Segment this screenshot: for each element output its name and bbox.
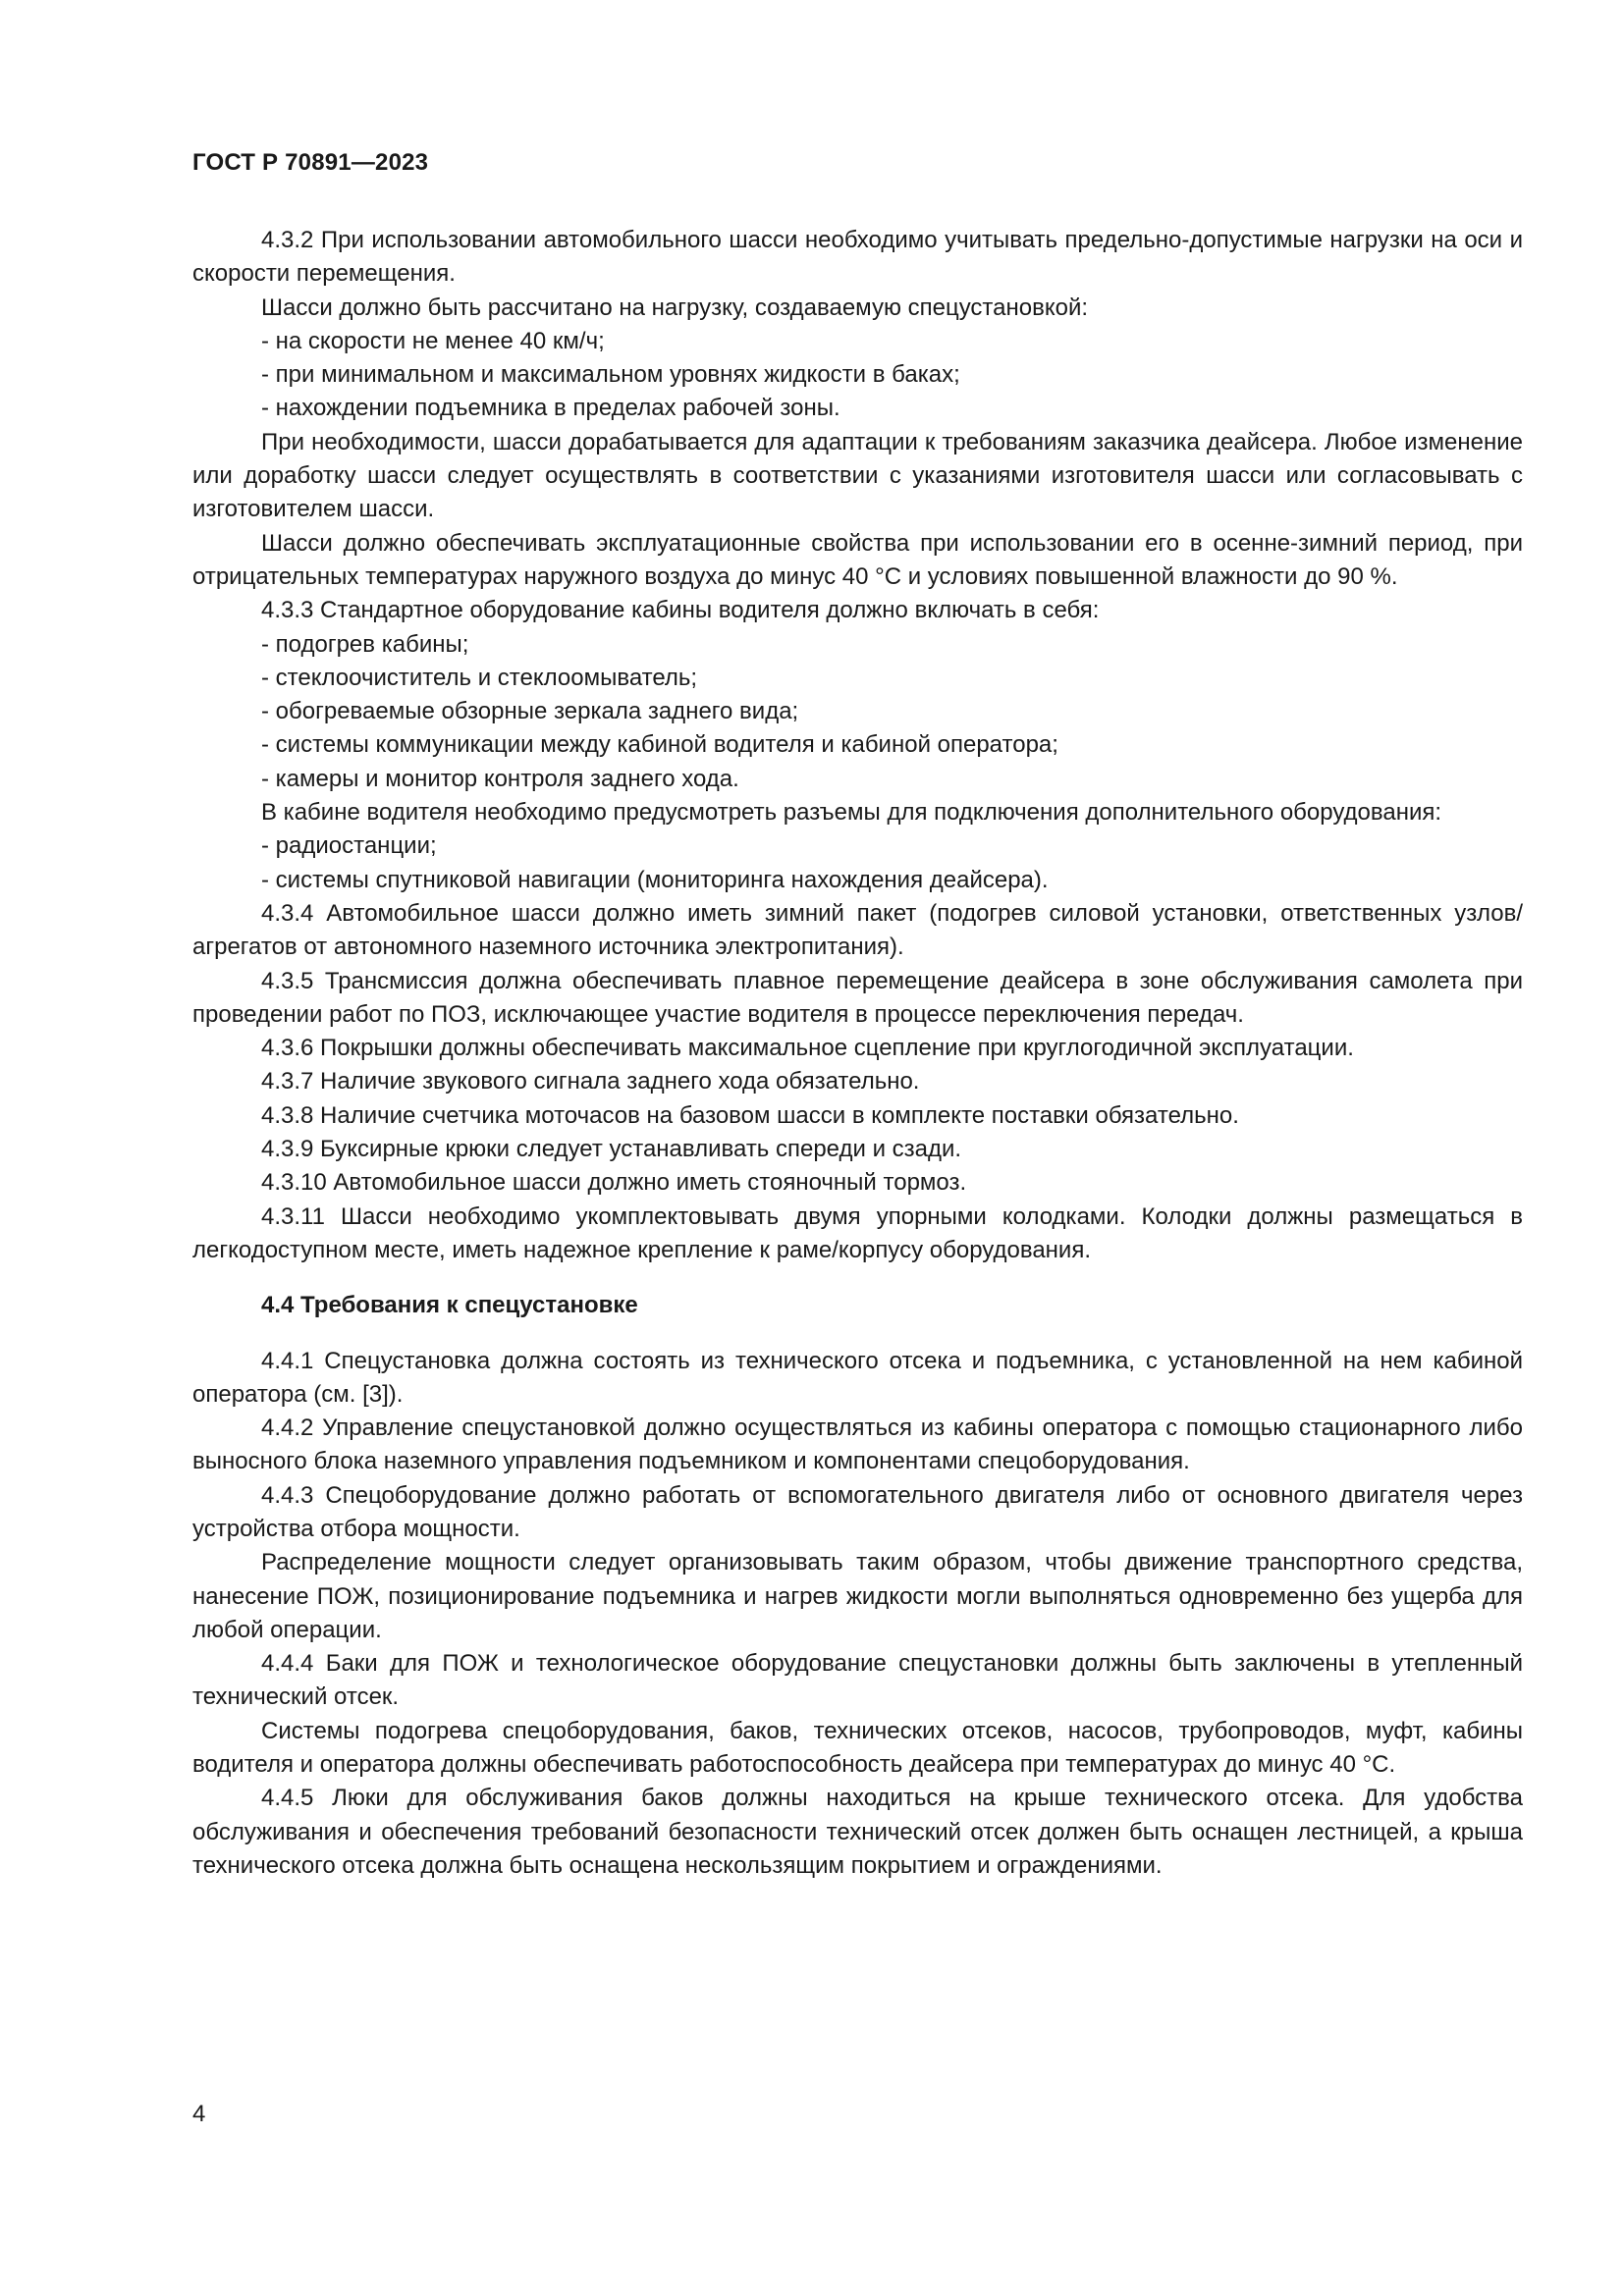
paragraph: При необходимости, шасси дорабатывается для адаптации к требованиям заказчика деайсера. Любое изменение или доработку шасси следует осуществлять в соответствии с указаниями изготовителя шасси или согласовывать с изготовителем шасси. [192,428,1523,523]
paragraph: 4.4.4 Баки для ПОЖ и технологическое оборудование спецустановки должны быть заключены в утепленный технический отсек. [192,1650,1523,1711]
paragraph: 4.4.5 Люки для обслуживания баков должны находиться на крыше технического отсека. Для удобства обслуживания и обеспечения требований безопасности технический отсек должен быть оснащен лестницей, а крыша технического отсека должна быть оснащена нескользящим покрытием и ограждениями. [192,1785,1523,1879]
document-header: ГОСТ Р 70891—2023 [192,149,429,176]
document-body [192,224,1523,1883]
list-item: - подогрев кабины; [261,630,469,658]
paragraph: 4.3.4 Автомобильное шасси должно иметь зимний пакет (подогрев силовой установки, ответственных узлов/агрегатов от автономного наземного источника электропитания). [192,899,1523,961]
paragraph: 4.3.5 Трансмиссия должна обеспечивать плавное перемещение деайсера в зоне обслуживания самолета при проведении работ по ПОЗ, исключающее участие водителя в процессе переключения передач. [192,967,1523,1028]
paragraph: В кабине водителя необходимо предусмотреть разъемы для подключения дополнительного оборудования: [261,799,1442,827]
paragraph: 4.4.3 Спецоборудование должно работать от вспомогательного двигателя либо от основного двигателя через устройства отбора мощности. [192,1481,1523,1542]
list-item: - при минимальном и максимальном уровнях жидкости в баках; [261,361,960,389]
paragraph: 4.4.2 Управление спецустановкой должно осуществляться из кабины оператора с помощью стационарного либо выносного блока наземного управления подъемником и компонентами спецоборудования. [192,1415,1523,1475]
list-item: - на скорости не менее 40 км/ч; [261,327,605,354]
list-item: - системы коммуникации между кабиной водителя и кабиной оператора; [261,731,1058,759]
paragraph: 4.3.10 Автомобильное шасси должно иметь стояночный тормоз. [261,1169,967,1197]
section-4-3 [192,224,1523,1267]
paragraph: Шасси должно быть рассчитано на нагрузку, создаваемую спецустановкой: [261,294,1089,321]
paragraph: Распределение мощности следует организовывать таким образом, чтобы движение транспортного средства, нанесение ПОЖ, позиционирование подъемника и нагрев жидкости могли выполняться одновременно без ущерба для любой операции. [192,1549,1523,1643]
paragraph: 4.3.2 При использовании автомобильного шасси необходимо учитывать предельно-допустимые нагрузки на оси и скорости перемещения. [192,227,1523,288]
paragraph: 4.3.3 Стандартное оборудование кабины водителя должно включать в себя: [261,597,1100,624]
list-item: - радиостанции; [261,832,437,860]
paragraph: 4.3.9 Буксирные крюки следует устанавливать спереди и сзади. [261,1136,962,1163]
list-item: - стеклоочиститель и стеклоомыватель; [261,664,698,691]
paragraph: 4.3.7 Наличие звукового сигнала заднего хода обязательно. [261,1068,920,1095]
paragraph: Шасси должно обеспечивать эксплуатационные свойства при использовании его в осенне-зимний период, при отрицательных температурах наружного воздуха до минус 40 °С и условиях повышенной влажности до 90 %. [192,529,1523,590]
paragraph: 4.4.1 Спецустановка должна состоять из технического отсека и подъемника, с установленной на нем кабиной оператора (см. [3]). [192,1347,1523,1408]
list-item: - системы спутниковой навигации (мониторинга нахождения деайсера). [261,866,1049,893]
list-item: - нахождении подъемника в пределах рабочей зоны. [261,395,840,422]
section-gap [192,1323,1523,1345]
section-4-4 [192,1345,1523,1884]
list-item: - камеры и монитор контроля заднего хода. [261,765,739,792]
paragraph: 4.3.6 Покрышки должны обеспечивать максимальное сцепление при круглогодичной эксплуатации. [261,1035,1354,1062]
paragraph: Системы подогрева спецоборудования, баков, технических отсеков, насосов, трубопроводов, муфт, кабины водителя и оператора должны обеспечивать работоспособность деайсера при температурах до минус 40 °С. [192,1717,1523,1779]
list-item: - обогреваемые обзорные зеркала заднего вида; [261,698,799,725]
page-number: 4 [192,2101,206,2127]
paragraph: 4.3.8 Наличие счетчика моточасов на базовом шасси в комплекте поставки обязательно. [261,1101,1239,1129]
section-heading: 4.4 Требования к спецустановке [261,1292,638,1319]
paragraph: 4.3.11 Шасси необходимо укомплектовывать двумя упорными колодками. Колодки должны размещаться в легкодоступном месте, иметь надежное крепление к раме/корпусу оборудования. [192,1202,1523,1263]
section-gap [192,1267,1523,1289]
